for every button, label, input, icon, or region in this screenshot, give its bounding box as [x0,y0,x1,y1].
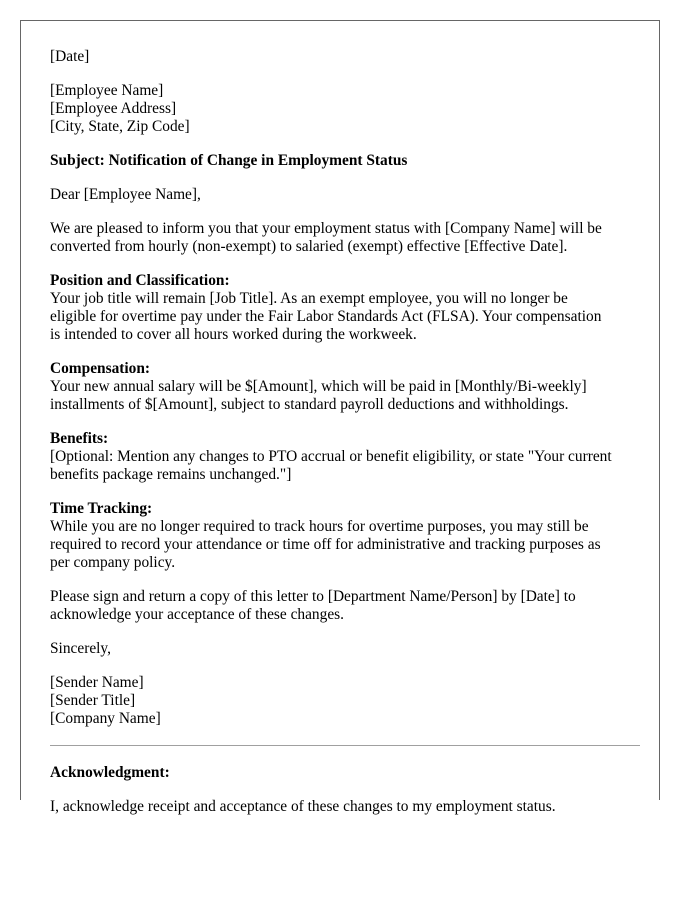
section-heading: Time Tracking: [50,500,153,517]
recipient-address-block [50,82,640,136]
acknowledgment-statement [50,798,640,816]
section-heading: Compensation: [50,360,151,377]
salutation: Dear [Employee Name], [50,186,201,203]
section-line: benefits package remains unchanged."] [50,466,292,483]
intro-line: converted from hourly (non-exempt) to salaried (exempt) effective [Effective Date]. [50,238,568,255]
acknowledgment-line: I, acknowledge receipt and acceptance of these changes to my employment status. [50,798,556,815]
sender-signature-block [50,674,640,728]
closing-line: acknowledge your acceptance of these changes. [50,606,344,623]
date: [Date] [50,48,90,65]
intro-line: We are pleased to inform you that your employment status with [Company Name] will be [50,220,602,237]
recipient-city-state-zip: [City, State, Zip Code] [50,118,190,135]
section-line: Your job title will remain [Job Title]. As an exempt employee, you will no longer be [50,290,568,307]
acknowledgment-heading: Acknowledgment: [50,764,170,781]
letter-body [50,48,640,832]
section-line: installments of $[Amount], subject to standard payroll deductions and withholdings. [50,396,569,413]
sender-title: [Sender Title] [50,692,136,709]
subject-block [50,152,640,170]
section-line: Your new annual salary will be $[Amount], which will be paid in [Monthly/Bi-weekly] [50,378,587,395]
section-compensation [50,360,640,414]
recipient-name: [Employee Name] [50,82,164,99]
section-line: [Optional: Mention any changes to PTO accrual or benefit eligibility, or state "Your current [50,448,612,465]
section-line: required to record your attendance or time off for administrative and tracking purposes as [50,536,601,553]
section-line: is intended to cover all hours worked during the workweek. [50,326,417,343]
acknowledgment-heading-block [50,764,640,782]
valediction-block [50,640,640,658]
intro-paragraph [50,220,640,256]
section-heading: Position and Classification: [50,272,230,289]
valediction: Sincerely, [50,640,111,657]
section-heading: Benefits: [50,430,109,447]
recipient-address: [Employee Address] [50,100,177,117]
salutation-block [50,186,640,204]
letter-page [20,20,660,815]
subject-line: Subject: Notification of Change in Employment Status [50,152,408,169]
section-divider [50,745,640,746]
section-benefits [50,430,640,484]
date-line [50,48,640,66]
sender-company: [Company Name] [50,710,161,727]
section-line: per company policy. [50,554,176,571]
closing-line: Please sign and return a copy of this letter to [Department Name/Person] by [Date] to [50,588,576,605]
section-line: eligible for overtime pay under the Fair Labor Standards Act (FLSA). Your compensation [50,308,602,325]
section-line: While you are no longer required to track hours for overtime purposes, you may still be [50,518,589,535]
sender-name: [Sender Name] [50,674,144,691]
section-position-classification [50,272,640,344]
closing-request-paragraph [50,588,640,624]
section-time-tracking [50,500,640,572]
